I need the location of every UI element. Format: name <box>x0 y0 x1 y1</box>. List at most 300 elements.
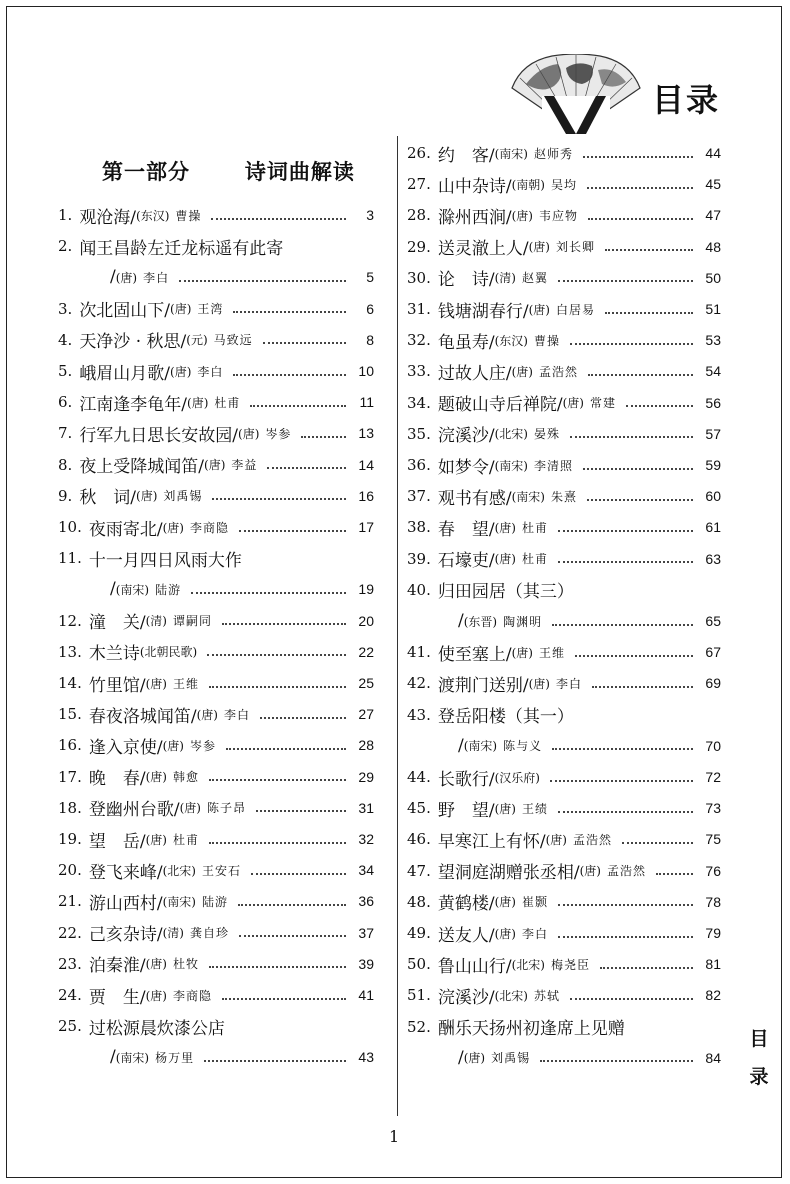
toc-entry[interactable] <box>407 512 721 542</box>
dot-leader <box>204 1060 346 1062</box>
dot-leader <box>263 342 346 344</box>
toc-entry[interactable] <box>58 231 374 261</box>
dot-leader <box>238 904 346 906</box>
dot-leader <box>222 623 346 625</box>
dot-leader <box>267 467 346 469</box>
entry-title: 木兰诗 <box>88 644 140 665</box>
toc-entry[interactable] <box>58 949 374 979</box>
entry-title: 观沧海/ <box>79 207 137 228</box>
entry-title: 石壕吏/ <box>437 551 495 572</box>
entry-dynasty: (南朝) <box>511 177 545 192</box>
entry-title: / <box>458 735 464 756</box>
entry-author: 白居易 <box>555 302 595 317</box>
entry-page-number: 8 <box>366 331 374 348</box>
entry-title: 野 望/ <box>437 800 495 821</box>
toc-entry[interactable] <box>58 450 374 480</box>
toc-entry[interactable] <box>407 856 721 886</box>
dot-leader <box>233 374 346 376</box>
dot-leader <box>626 405 693 407</box>
entry-page-number: 70 <box>705 737 721 754</box>
entry-author: 曹操 <box>175 208 202 223</box>
entry-number: 33. <box>407 362 431 381</box>
dot-leader <box>600 967 693 969</box>
entry-page-number: 51 <box>705 301 721 317</box>
entry-dynasty: (唐) <box>545 832 567 847</box>
entry-author: 谭嗣同 <box>172 614 212 629</box>
entry-dynasty: (唐) <box>528 676 550 691</box>
entry-title: 游山西村/ <box>88 893 163 914</box>
entry-dynasty: (元) <box>186 333 208 348</box>
toc-entry[interactable] <box>407 325 721 355</box>
toc-entry[interactable] <box>458 606 721 636</box>
entry-title: 晚 春/ <box>88 769 146 790</box>
entry-dynasty: (南宋) <box>494 458 528 473</box>
entry-number: 41. <box>407 643 431 662</box>
entry-title: 己亥杂诗/ <box>88 925 163 946</box>
entry-author: 孟浩然 <box>606 864 646 879</box>
entry-title: 渡荆门送别/ <box>437 675 529 696</box>
entry-dynasty: (唐) <box>511 645 533 660</box>
entry-author: 龚自珍 <box>189 926 229 941</box>
entry-number: 12. <box>58 611 82 630</box>
entry-author: 杨万里 <box>155 1050 195 1065</box>
dot-leader <box>256 810 346 812</box>
entry-page-number: 76 <box>705 862 721 879</box>
entry-title: 登幽州台歌/ <box>88 800 180 821</box>
entry-author: 陈子昂 <box>206 801 246 816</box>
toc-entry[interactable] <box>407 481 721 511</box>
toc-entry[interactable] <box>407 138 721 168</box>
entry-title: / <box>110 1047 116 1068</box>
toc-entry[interactable] <box>58 730 374 760</box>
toc-entry[interactable] <box>407 1012 721 1042</box>
toc-entry[interactable] <box>407 356 721 386</box>
dot-leader <box>587 499 693 501</box>
dot-leader <box>588 374 693 376</box>
toc-entry[interactable] <box>58 606 374 636</box>
entry-dynasty: (南宋) <box>511 489 545 504</box>
entry-number: 22. <box>58 923 82 942</box>
dot-leader <box>583 468 693 470</box>
entry-title: 江南逢李龟年/ <box>79 394 188 415</box>
toc-entry[interactable] <box>407 169 721 199</box>
dot-leader <box>222 998 346 1000</box>
toc-entry[interactable] <box>58 325 374 355</box>
entry-dynasty: (唐) <box>463 1051 486 1066</box>
entry-title: 浣溪沙/ <box>437 987 495 1008</box>
toc-entry[interactable] <box>407 762 721 792</box>
dot-leader <box>540 1060 693 1062</box>
entry-page-number: 14 <box>358 456 374 473</box>
dot-leader <box>191 592 346 594</box>
dot-leader <box>583 156 693 158</box>
entry-author: 岑参 <box>189 738 216 753</box>
entry-title: 行军九日思长安故园/ <box>79 425 239 446</box>
entry-page-number: 16 <box>358 487 374 504</box>
dot-leader <box>209 966 346 968</box>
entry-number: 28. <box>407 206 431 225</box>
toc-entry[interactable] <box>58 980 374 1010</box>
entry-number: 42. <box>407 674 431 693</box>
toc-entry[interactable] <box>58 668 374 698</box>
entry-dynasty: (汉乐府) <box>494 770 540 785</box>
toc-entry[interactable] <box>58 1011 374 1041</box>
entry-page-number: 17 <box>358 519 374 535</box>
entry-page-number: 75 <box>705 831 721 848</box>
entry-number: 17. <box>58 767 82 786</box>
entry-page-number: 84 <box>705 1049 721 1066</box>
entry-dynasty: (北宋) <box>494 427 528 442</box>
entry-number: 1. <box>58 206 73 224</box>
entry-author: 朱熹 <box>550 489 577 504</box>
toc-entry[interactable] <box>407 918 721 948</box>
entry-title: 观书有感/ <box>437 488 512 509</box>
toc-entry[interactable] <box>407 637 721 667</box>
toc-entry[interactable] <box>58 481 374 511</box>
entry-page-number: 69 <box>705 675 721 692</box>
entry-page-number: 43 <box>358 1049 374 1066</box>
dot-leader <box>592 686 693 688</box>
entry-dynasty: (唐) <box>511 208 533 223</box>
entry-number: 52. <box>407 1017 431 1036</box>
entry-dynasty: (清) <box>494 271 516 286</box>
entry-dynasty: (南宋) <box>162 894 196 909</box>
entry-page-number: 61 <box>705 519 721 536</box>
entry-author: 梅尧臣 <box>550 957 590 972</box>
entry-author: 杜甫 <box>521 520 548 535</box>
entry-page-number: 47 <box>705 207 721 224</box>
entry-dynasty: (唐) <box>170 302 192 317</box>
dot-leader <box>209 842 346 844</box>
entry-dynasty: (北宋) <box>494 988 528 1003</box>
toc-entry[interactable] <box>110 574 374 604</box>
entry-dynasty: (唐) <box>562 396 584 411</box>
toc-entry[interactable] <box>58 200 374 230</box>
dot-leader <box>179 280 346 282</box>
dot-leader <box>570 998 693 1000</box>
dot-leader <box>260 717 346 719</box>
toc-entry[interactable] <box>407 232 721 262</box>
entry-author: 李白 <box>223 707 250 722</box>
entry-dynasty: (清) <box>145 614 167 629</box>
entry-author: 赵翼 <box>521 271 548 286</box>
entry-author: 杜甫 <box>521 552 548 567</box>
entry-page-number: 67 <box>705 644 721 661</box>
dot-leader <box>251 873 346 875</box>
entry-page-number: 81 <box>705 956 721 973</box>
entry-page-number: 28 <box>358 737 374 754</box>
dot-leader <box>211 218 346 220</box>
entry-title: 送灵澈上人/ <box>437 239 529 260</box>
entry-dynasty: (唐) <box>196 707 218 722</box>
entry-number: 19. <box>58 830 82 848</box>
entry-author: 马致远 <box>213 333 253 348</box>
toc-entry[interactable] <box>110 1042 374 1072</box>
entry-author: 吴均 <box>550 177 577 192</box>
entry-page-number: 19 <box>358 581 374 598</box>
entry-number: 2. <box>58 237 73 256</box>
toc-entry[interactable] <box>58 824 374 854</box>
dot-leader <box>558 936 693 938</box>
entry-author: 杜牧 <box>172 957 199 972</box>
entry-dynasty: (唐) <box>162 738 184 753</box>
entry-title: 过故人庄/ <box>437 363 512 384</box>
entry-page-number: 32 <box>358 831 374 847</box>
entry-title: / <box>110 267 116 288</box>
toc-entry[interactable] <box>407 980 721 1010</box>
entry-dynasty: (唐) <box>145 770 167 785</box>
entry-title: 龟虽寿/ <box>437 332 495 353</box>
toc-entry[interactable] <box>58 886 374 916</box>
entry-number: 35. <box>407 424 431 443</box>
toc-entry[interactable] <box>407 700 721 730</box>
entry-number: 27. <box>407 175 431 194</box>
dot-leader <box>587 187 693 189</box>
entry-author: 李商隐 <box>189 520 229 535</box>
toc-entry[interactable] <box>407 668 721 698</box>
dot-leader <box>570 436 693 438</box>
entry-author: 李白 <box>143 270 170 285</box>
dot-leader <box>558 530 693 532</box>
entry-title: 使至塞上/ <box>437 644 512 665</box>
entry-title: 山中杂诗/ <box>437 176 512 197</box>
entry-author: 陆游 <box>155 582 182 597</box>
entry-author: 王安石 <box>201 863 241 878</box>
entry-number: 20. <box>58 861 82 880</box>
entry-page-number: 56 <box>705 394 721 411</box>
entry-page-number: 79 <box>705 925 721 941</box>
toc-entry[interactable] <box>407 824 721 854</box>
entry-title: 泊秦淮/ <box>88 956 146 977</box>
entry-author: 王湾 <box>197 302 224 317</box>
dot-leader <box>250 405 346 407</box>
entry-number: 6. <box>58 393 73 412</box>
dot-leader <box>239 530 346 532</box>
entry-author: 苏轼 <box>533 988 560 1003</box>
entry-number: 7. <box>58 424 73 443</box>
entry-author: 曹操 <box>533 333 560 348</box>
entry-dynasty: (北宋) <box>511 957 545 972</box>
entry-title: 峨眉山月歌/ <box>79 363 171 384</box>
dot-leader <box>605 312 693 314</box>
toc-entry[interactable] <box>58 699 374 729</box>
entry-dynasty: (唐) <box>145 988 167 1003</box>
entry-title: 论 诗/ <box>437 270 495 291</box>
entry-number: 47. <box>407 861 431 880</box>
dot-leader <box>552 748 693 750</box>
entry-title: 如梦令/ <box>437 457 495 478</box>
entry-dynasty: (唐) <box>136 489 158 504</box>
dot-leader <box>301 436 346 438</box>
toc-entry[interactable] <box>58 793 374 823</box>
entry-author: 陆游 <box>201 894 228 909</box>
toc-entry[interactable] <box>58 387 374 417</box>
entry-number: 51. <box>407 986 431 1005</box>
toc-entry[interactable] <box>58 418 374 448</box>
entry-dynasty: (东汉) <box>136 208 170 223</box>
dot-leader <box>212 498 346 500</box>
entry-page-number: 59 <box>705 457 721 473</box>
entry-author: 孟浩然 <box>538 364 578 379</box>
entry-title: 长歌行/ <box>437 769 495 790</box>
dot-leader <box>558 811 693 813</box>
entry-title: 逢入京使/ <box>88 737 163 758</box>
entry-number: 8. <box>58 455 73 474</box>
dot-leader <box>558 561 693 563</box>
toc-entry[interactable] <box>58 762 374 792</box>
side-label-char: 目 <box>749 1028 769 1050</box>
entry-dynasty: (南宋) <box>115 1050 150 1065</box>
entry-author: 韩愈 <box>172 770 199 785</box>
entry-number: 50. <box>407 955 431 974</box>
entry-title: 题破山寺后禅院/ <box>437 395 563 416</box>
entry-dynasty: (唐) <box>204 458 226 473</box>
entry-page-number: 34 <box>358 862 374 879</box>
entry-number: 16. <box>58 736 82 755</box>
entry-dynasty: (唐) <box>162 520 184 535</box>
dot-leader <box>558 280 693 282</box>
entry-number: 30. <box>407 268 431 287</box>
entry-page-number: 44 <box>705 145 721 161</box>
entry-dynasty: (唐) <box>494 552 516 567</box>
toc-entry[interactable] <box>458 731 721 761</box>
entry-number: 31. <box>407 300 431 318</box>
entry-number: 45. <box>407 799 431 818</box>
entry-number: 13. <box>58 642 82 661</box>
entry-dynasty: (唐) <box>528 302 550 317</box>
entry-title: / <box>458 1047 464 1068</box>
entry-number: 9. <box>58 486 73 505</box>
entry-number: 46. <box>407 830 431 849</box>
dot-leader <box>233 311 346 313</box>
entry-page-number: 50 <box>705 269 721 286</box>
entry-dynasty: (唐) <box>511 364 533 379</box>
toc-entry[interactable] <box>407 419 721 449</box>
entry-number: 44. <box>407 768 431 786</box>
entry-title: 贾 生/ <box>88 987 146 1008</box>
entry-page-number: 3 <box>366 207 374 223</box>
entry-author: 陈与义 <box>503 739 543 754</box>
entry-author: 岑参 <box>265 426 292 441</box>
side-label-char: 录 <box>749 1066 769 1088</box>
entry-number: 48. <box>407 892 431 911</box>
entry-dynasty: (唐) <box>170 364 192 379</box>
entry-author: 常建 <box>589 396 616 411</box>
entry-author: 陶渊明 <box>503 614 543 629</box>
entry-title: 次北固山下/ <box>79 301 171 322</box>
page-number: 1 <box>389 1127 400 1146</box>
entry-author: 晏殊 <box>533 427 560 442</box>
entry-page-number: 45 <box>705 176 721 193</box>
toc-entry[interactable] <box>58 637 374 667</box>
entry-title: 望洞庭湖赠张丞相/ <box>437 863 580 884</box>
toc-entry[interactable] <box>407 544 721 574</box>
entry-author: 崔颢 <box>521 895 548 910</box>
entry-title: 夜雨寄北/ <box>88 519 163 540</box>
entry-number: 39. <box>407 549 431 568</box>
toc-entry[interactable] <box>407 388 721 418</box>
entry-dynasty: (唐) <box>238 426 260 441</box>
entry-page-number: 25 <box>358 675 374 691</box>
dot-leader <box>239 935 346 937</box>
entry-dynasty: (唐) <box>179 801 201 816</box>
entry-dynasty: (南宋) <box>115 582 150 597</box>
entry-author: 王绩 <box>521 801 548 816</box>
entry-dynasty: (唐) <box>494 926 516 941</box>
toc-entry[interactable] <box>458 1043 721 1073</box>
entry-title: 酬乐天扬州初逢席上见赠 <box>437 1019 625 1040</box>
toc-entry[interactable] <box>407 263 721 293</box>
entry-page-number: 78 <box>705 893 721 910</box>
entry-author: 王维 <box>538 645 565 660</box>
entry-number: 37. <box>407 487 431 506</box>
dot-leader <box>552 624 693 626</box>
entry-dynasty: (北朝民歌) <box>139 645 198 660</box>
entry-page-number: 37 <box>358 924 374 941</box>
entry-title: 送友人/ <box>437 925 495 946</box>
toc-entry[interactable] <box>110 262 374 292</box>
entry-page-number: 60 <box>705 488 721 505</box>
entry-number: 5. <box>58 362 73 380</box>
dot-leader <box>207 654 346 656</box>
dot-leader <box>656 873 693 875</box>
entry-number: 43. <box>407 705 431 724</box>
toc-entry[interactable] <box>407 949 721 979</box>
toc-entry[interactable] <box>58 512 374 542</box>
toc-entry[interactable] <box>407 200 721 230</box>
entry-title: 闻王昌龄左迁龙标遥有此寄 <box>79 238 284 259</box>
entry-dynasty: (唐) <box>528 240 550 255</box>
toc-entry[interactable] <box>58 855 374 885</box>
entry-number: 49. <box>407 924 431 942</box>
entry-page-number: 65 <box>705 613 721 629</box>
toc-entry[interactable] <box>407 294 721 324</box>
toc-entry[interactable] <box>407 575 721 605</box>
entry-number: 34. <box>407 393 431 412</box>
entry-dynasty: (南宋) <box>463 739 498 754</box>
dot-leader <box>588 218 693 220</box>
toc-entry[interactable] <box>58 543 374 573</box>
toc-entry[interactable] <box>58 356 374 386</box>
entry-author: 韦应物 <box>538 208 578 223</box>
entry-number: 38. <box>407 518 431 537</box>
toc-entry[interactable] <box>407 450 721 480</box>
toc-entry[interactable] <box>407 887 721 917</box>
dot-leader <box>575 655 693 657</box>
entry-title: 天净沙 · 秋思/ <box>79 332 187 353</box>
entry-number: 11. <box>58 549 82 568</box>
entry-title: / <box>110 579 116 600</box>
entry-page-number: 39 <box>358 955 374 972</box>
toc-entry[interactable] <box>58 918 374 948</box>
toc-entry[interactable] <box>58 294 374 324</box>
toc-entry[interactable] <box>407 793 721 823</box>
entry-title: 十一月四日风雨大作 <box>88 550 242 571</box>
entry-author: 李清照 <box>533 458 573 473</box>
entry-title: 竹里馆/ <box>88 675 146 696</box>
entry-title: 春 望/ <box>437 519 495 540</box>
entry-author: 李白 <box>521 926 548 941</box>
entry-page-number: 11 <box>359 394 374 411</box>
entry-dynasty: (唐) <box>145 832 167 847</box>
entry-dynasty: (唐) <box>494 801 516 816</box>
entry-dynasty: (东汉) <box>494 333 528 348</box>
entry-author: 李商隐 <box>172 988 212 1003</box>
entry-dynasty: (唐) <box>494 895 516 910</box>
side-label <box>745 1020 773 1096</box>
entry-title: 早寒江上有怀/ <box>437 831 546 852</box>
entry-page-number: 22 <box>358 643 374 660</box>
